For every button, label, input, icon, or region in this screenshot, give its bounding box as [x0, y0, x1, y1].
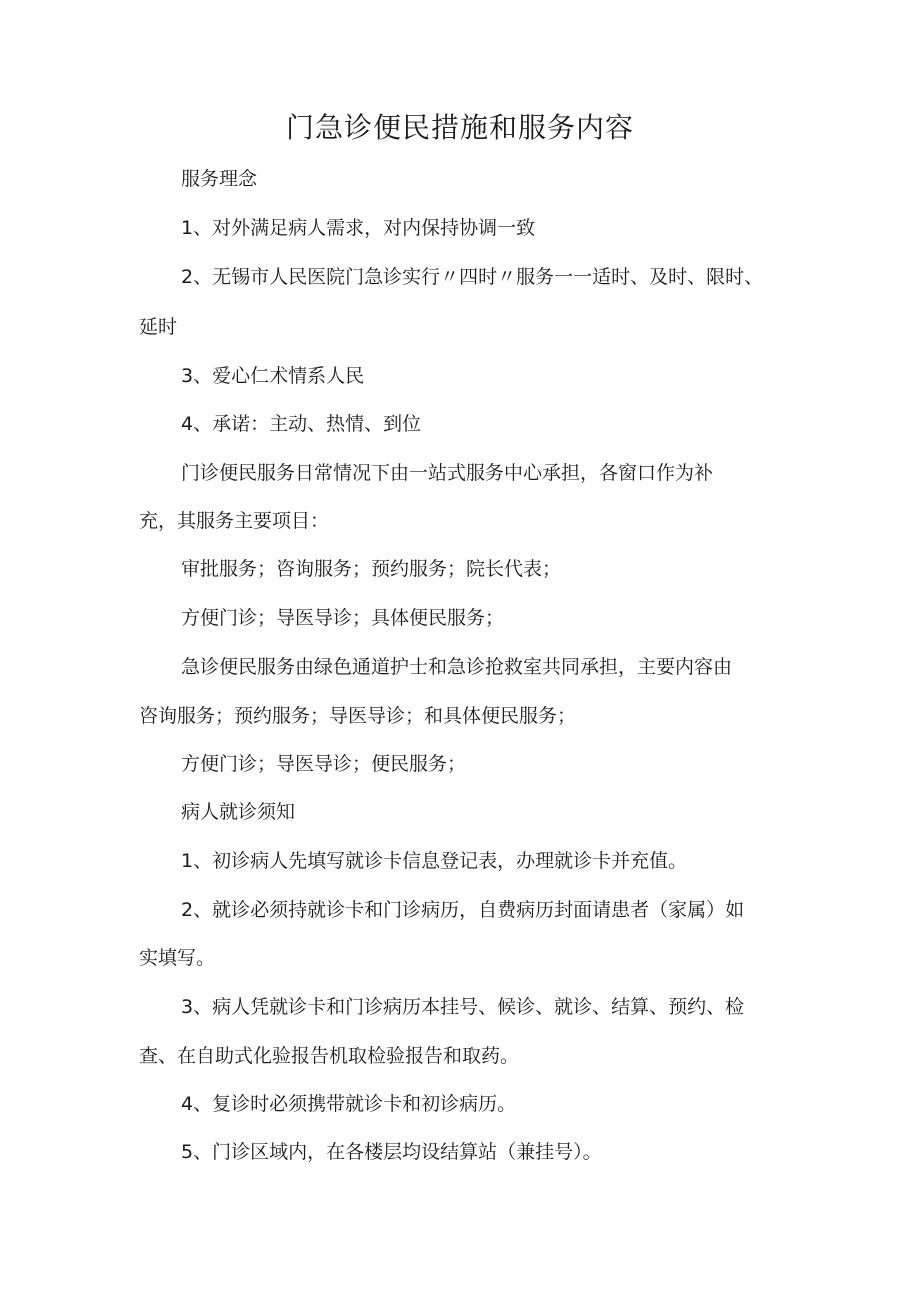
outpatient-services-list-2: 方便门诊；导医导诊；具体便民服务；: [181, 607, 505, 629]
notice-item-5: 5、门诊区域内，在各楼层均设结算站（兼挂号）。: [181, 1141, 602, 1163]
philosophy-item-1: 1、对外满足病人需求，对内保持协调一致: [181, 217, 536, 239]
outpatient-services-list-1: 审批服务；咨询服务；预约服务；院长代表；: [181, 558, 562, 580]
section-heading-service-philosophy: 服务理念: [181, 168, 258, 190]
philosophy-item-3: 3、爱心仁术情系人民: [181, 365, 365, 387]
emergency-services-list-1: 方便门诊；导医导诊；便民服务；: [181, 753, 467, 775]
section-heading-patient-notice: 病人就诊须知: [181, 801, 296, 823]
philosophy-item-2-line-2: 延时: [139, 316, 178, 338]
notice-item-4: 4、复诊时必须携带就诊卡和初诊病历。: [181, 1093, 517, 1115]
notice-item-2-line-1: 2、就诊必须持就诊卡和门诊病历，自费病历封面请患者（家属）如: [181, 899, 745, 921]
notice-item-1: 1、初诊病人先填写就诊卡信息登记表，办理就诊卡并充值。: [181, 850, 688, 872]
outpatient-intro-line-2: 充，其服务主要项目：: [139, 510, 330, 532]
emergency-intro-line-1: 急诊便民服务由绿色通道护士和急诊抢救室共同承担，主要内容由: [181, 656, 733, 678]
notice-item-3-line-2: 查、在自助式化验报告机取检验报告和取药。: [139, 1045, 520, 1067]
emergency-intro-line-2: 咨询服务；预约服务；导医导诊；和具体便民服务；: [139, 705, 577, 727]
outpatient-intro-line-1: 门诊便民服务日常情况下由一站式服务中心承担，各窗口作为补: [181, 462, 714, 484]
document-title: 门急诊便民措施和服务内容: [285, 111, 634, 144]
philosophy-item-2-line-1: 2、无锡市人民医院门急诊实行〃四时〃服务一一适时、及时、限时、: [181, 266, 764, 288]
philosophy-item-4: 4、承诺：主动、热情、到位: [181, 413, 422, 435]
notice-item-2-line-2: 实填写。: [139, 947, 216, 969]
notice-item-3-line-1: 3、病人凭就诊卡和门诊病历本挂号、候诊、就诊、结算、预约、检: [181, 996, 745, 1018]
